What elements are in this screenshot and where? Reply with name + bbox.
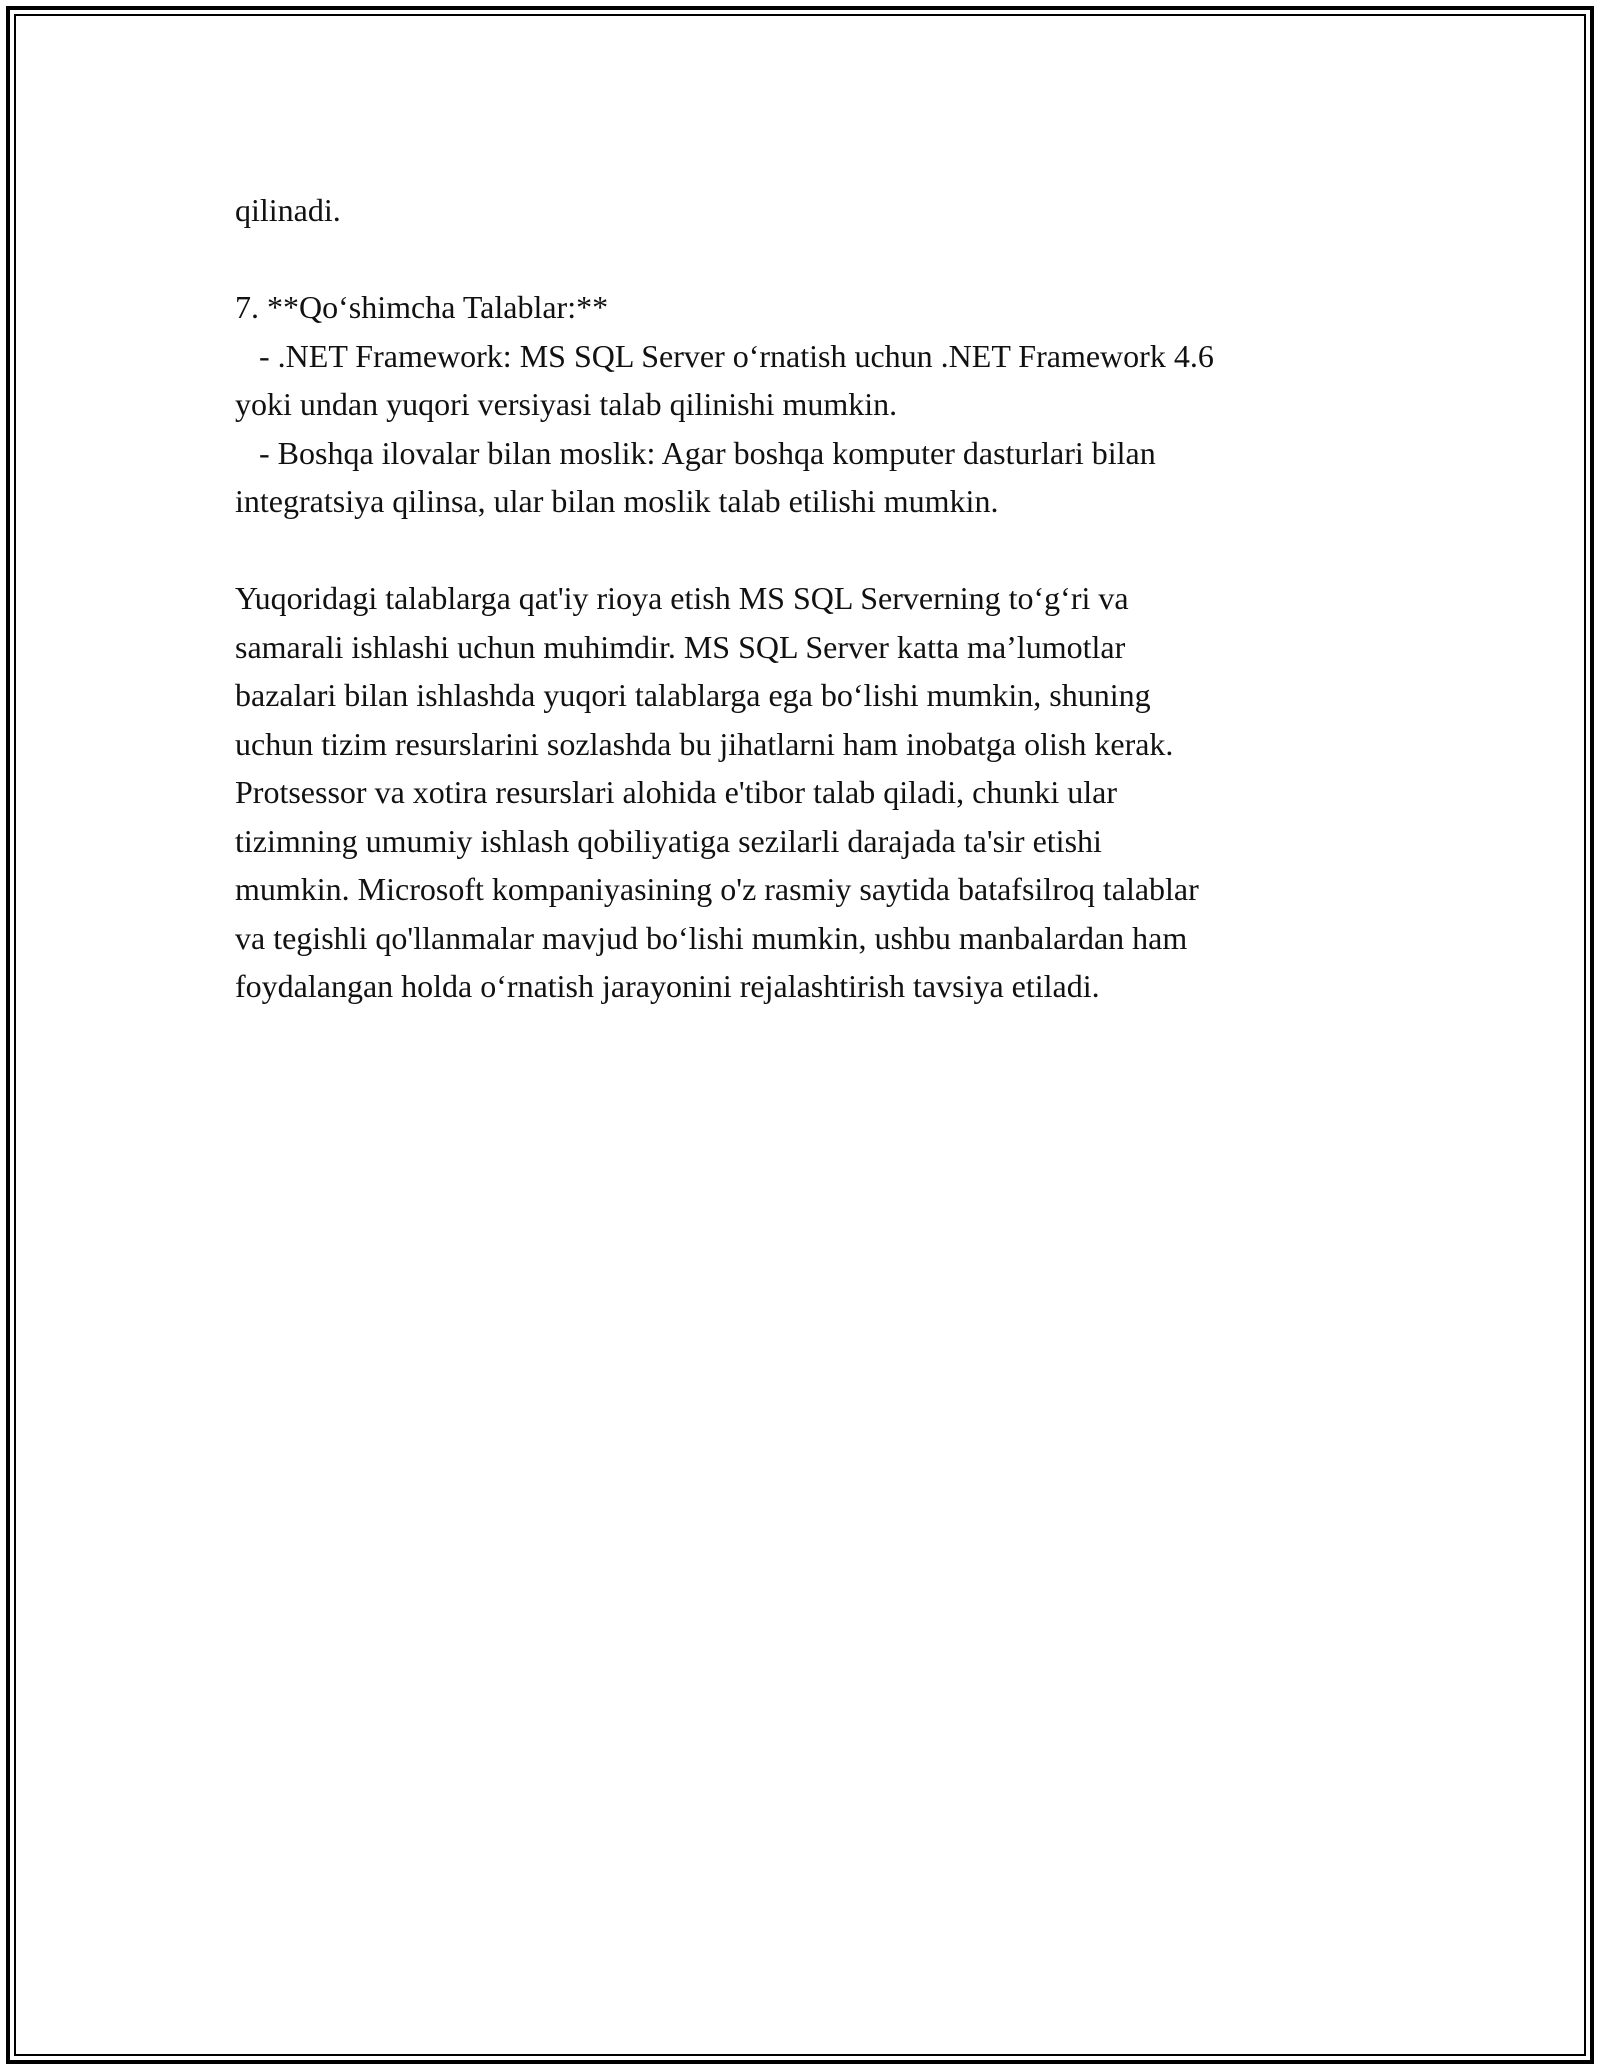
paragraph-line: bazalari bilan ishlashda yuqori talablarga ega bo‘lishi mumkin, shuning [235, 677, 1151, 713]
paragraph-line: tizimning umumiy ishlash qobiliyatiga sezilarli darajada ta'sir etishi [235, 822, 1102, 859]
text-line: qilinadi. [235, 192, 341, 228]
paragraph-line: foydalangan holda o‘rnatish jarayonini rejalashtirish tavsiya etiladi. [235, 968, 1100, 1004]
text-line: yoki undan yuqori versiyasi talab qilinishi mumkin. [235, 386, 898, 422]
blank-line [235, 235, 1375, 284]
list-item-compatibility: - Boshqa ilovalar bilan moslik: Agar boshqa komputer dasturlari bilan [235, 434, 1156, 471]
blank-line [235, 526, 1375, 575]
list-item-net-framework: - .NET Framework: MS SQL Server o‘rnatish uchun .NET Framework 4.6 [235, 337, 1214, 374]
paragraph-line: samarali ishlashi uchun muhimdir. MS SQL Server katta ma’lumotlar [235, 628, 1126, 665]
paragraph-line: mumkin. Microsoft kompaniyasining o'z rasmiy saytida batafsilroq talablar [235, 871, 1199, 907]
text-line: integratsiya qilinsa, ular bilan moslik talab etilishi mumkin. [235, 483, 999, 519]
paragraph-line: va tegishli qo'llanmalar mavjud bo‘lishi mumkin, ushbu manbalardan ham [235, 919, 1188, 956]
paragraph-line: Yuqoridagi talablarga qat'iy rioya etish MS SQL Serverning to‘g‘ri va [235, 580, 1129, 616]
section-heading: 7. **Qo‘shimcha Talablar:** [235, 289, 609, 325]
paragraph-line: uchun tizim resurslarini sozlashda bu jihatlarni ham inobatga olish kerak. [235, 725, 1174, 762]
paragraph-line: Protsessor va xotira resurslari alohida e'tibor talab qiladi, chunki ular [235, 774, 1117, 810]
document-body [235, 186, 1375, 1011]
